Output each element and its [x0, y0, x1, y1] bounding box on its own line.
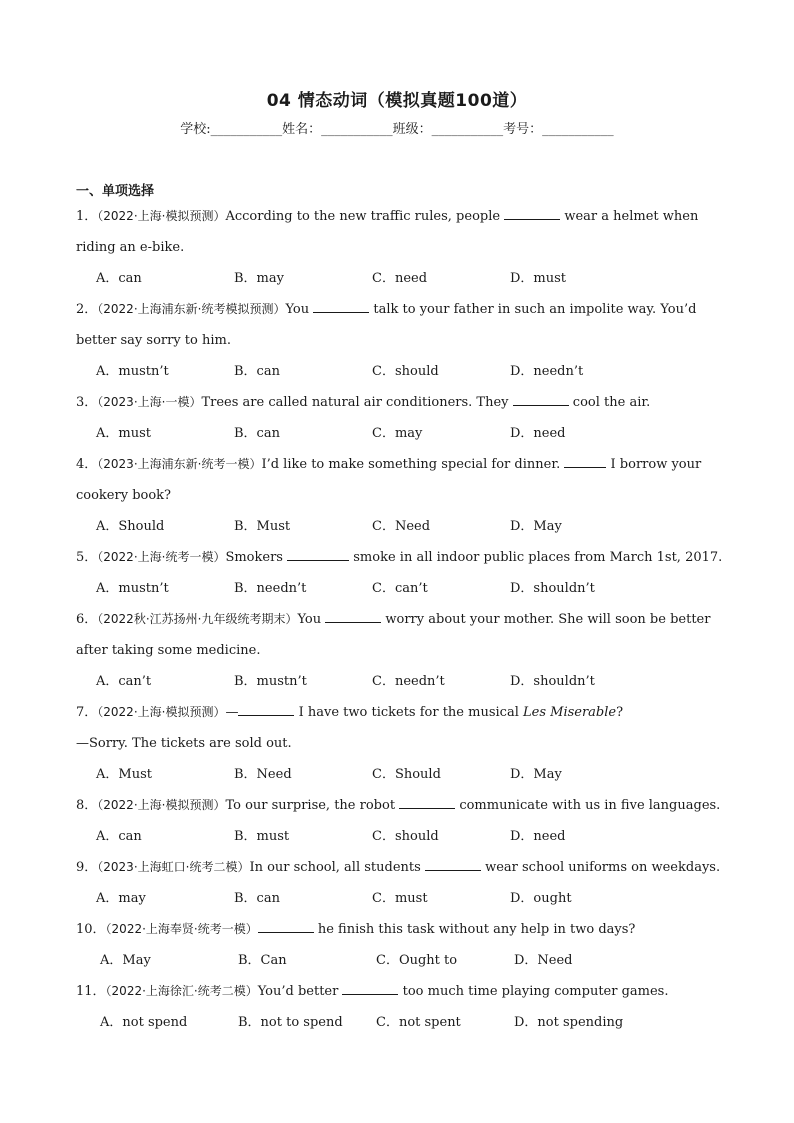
option-a[interactable]: A．can’t	[96, 674, 152, 689]
option-d[interactable]: D．needn’t	[510, 364, 584, 379]
option-c[interactable]: C．can’t	[372, 581, 428, 596]
option-c[interactable]: C．needn’t	[372, 674, 445, 689]
option-c[interactable]: C．Ought to	[376, 953, 458, 968]
options-row	[76, 263, 726, 294]
question-stem	[76, 914, 726, 945]
question-7	[76, 697, 726, 790]
question-number: 1．	[76, 209, 98, 224]
question-5	[76, 542, 726, 604]
question-1	[76, 201, 726, 294]
question-6	[76, 604, 726, 697]
question-number: 9．	[76, 860, 98, 875]
answer-blank	[238, 701, 294, 716]
question-source: （2022·上海·统考一模）	[97, 550, 226, 564]
question-number: 4．	[76, 457, 98, 472]
option-d[interactable]: D．need	[510, 829, 566, 844]
question-9	[76, 852, 726, 914]
option-b[interactable]: B．must	[234, 829, 290, 844]
options-row	[76, 666, 726, 697]
answer-blank	[313, 298, 369, 313]
question-text: You’d better	[257, 984, 339, 999]
question-text: To our surprise, the robot	[225, 798, 396, 813]
question-source: （2023·上海虹口·统考二模）	[97, 860, 250, 874]
question-source: （2022·上海·模拟预测）	[97, 209, 226, 223]
option-a[interactable]: A．can	[96, 829, 142, 844]
question-stem	[76, 449, 726, 511]
option-a[interactable]: A．Must	[96, 767, 152, 782]
question-text: You	[297, 612, 322, 627]
option-d[interactable]: D．ought	[510, 891, 572, 906]
question-text: According to the new traffic rules, people	[225, 209, 501, 224]
option-a[interactable]: A．mustn’t	[96, 364, 169, 379]
option-c[interactable]: C．must	[372, 891, 428, 906]
option-b[interactable]: B．may	[234, 271, 284, 286]
option-b[interactable]: B．can	[234, 364, 280, 379]
question-stem	[76, 790, 726, 821]
section-title: 一、单项选择	[76, 184, 155, 199]
option-d[interactable]: D．must	[510, 271, 567, 286]
question-8	[76, 790, 726, 852]
question-source: （2022·上海徐汇·统考二模）	[105, 984, 258, 998]
option-c[interactable]: C．should	[372, 364, 439, 379]
option-a[interactable]: A．Should	[96, 519, 165, 534]
answer-blank	[564, 453, 606, 468]
question-number: 2．	[76, 302, 98, 317]
question-text: talk to your father in such an impolite way. You’d better say sorry to him.	[76, 302, 697, 348]
question-text: cool the air.	[572, 395, 651, 410]
student-info-line: 学校:___________姓名：___________班级：___________考号：___________	[180, 122, 614, 137]
option-b[interactable]: B．Need	[234, 767, 292, 782]
option-a[interactable]: A．not spend	[100, 1015, 188, 1030]
question-number: 10．	[76, 922, 106, 937]
question-number: 11．	[76, 984, 106, 999]
option-b[interactable]: B．needn’t	[234, 581, 307, 596]
option-d[interactable]: D．not spending	[514, 1015, 624, 1030]
options-row	[76, 821, 726, 852]
options-row	[76, 883, 726, 914]
option-a[interactable]: A．must	[96, 426, 151, 441]
page-title: 04 情态动词（模拟真题100道）	[266, 91, 528, 111]
response-line: —Sorry. The tickets are sold out.	[76, 736, 292, 751]
question-3	[76, 387, 726, 449]
question-text: too much time playing computer games.	[402, 984, 669, 999]
option-c[interactable]: C．may	[372, 426, 423, 441]
question-number: 6．	[76, 612, 98, 627]
option-b[interactable]: B．not to spend	[238, 1015, 343, 1030]
question-source: （2022·上海奉贤·统考一模）	[105, 922, 258, 936]
question-text: he finish this task without any help in two days?	[317, 922, 636, 937]
question-text: smoke in all indoor public places from March 1st, 2017.	[353, 550, 723, 565]
options-row	[76, 356, 726, 387]
musical-title: Les Miserable	[523, 705, 617, 720]
question-11	[76, 976, 726, 1038]
option-b[interactable]: B．can	[234, 891, 280, 906]
option-d[interactable]: D．shouldn’t	[510, 674, 595, 689]
question-stem	[76, 387, 726, 418]
question-text: worry about your mother. She will soon be better after taking some medicine.	[76, 612, 711, 658]
option-c[interactable]: C．Should	[372, 767, 441, 782]
option-a[interactable]: A．May	[100, 953, 151, 968]
option-b[interactable]: B．Must	[234, 519, 291, 534]
option-d[interactable]: D．May	[510, 767, 562, 782]
question-text: Smokers	[225, 550, 283, 565]
question-stem	[76, 294, 726, 356]
question-text: —	[225, 705, 239, 720]
question-source: （2022·上海·模拟预测）	[97, 705, 226, 719]
question-stem	[76, 201, 726, 263]
option-b[interactable]: B．mustn’t	[234, 674, 307, 689]
option-b[interactable]: B．can	[234, 426, 280, 441]
answer-blank	[342, 980, 398, 995]
options-row	[76, 418, 726, 449]
question-2	[76, 294, 726, 387]
question-source: （2023·上海·一模）	[97, 395, 202, 409]
question-text: You	[285, 302, 310, 317]
option-d[interactable]: D．Need	[514, 953, 573, 968]
question-text: wear school uniforms on weekdays.	[485, 860, 721, 875]
question-number: 3．	[76, 395, 98, 410]
question-number: 7．	[76, 705, 98, 720]
question-stem	[76, 976, 726, 1007]
question-4	[76, 449, 726, 542]
options-row	[76, 511, 726, 542]
question-text: I’d like to make something special for dinner.	[261, 457, 561, 472]
options-row	[76, 759, 726, 790]
question-number: 8．	[76, 798, 98, 813]
question-text: I borrow your cookery book?	[76, 457, 702, 503]
question-stem	[76, 852, 726, 883]
option-d[interactable]: D．shouldn’t	[510, 581, 595, 596]
question-source: （2023·上海浦东新·统考一模）	[97, 457, 262, 471]
question-text: communicate with us in five languages.	[459, 798, 721, 813]
question-text: In our school, all students	[249, 860, 421, 875]
question-stem	[76, 604, 726, 666]
question-source: （2022·上海·模拟预测）	[97, 798, 226, 812]
question-list	[76, 201, 726, 1038]
option-a[interactable]: A．may	[96, 891, 146, 906]
answer-blank	[425, 856, 481, 871]
options-row	[76, 573, 726, 604]
options-row	[76, 945, 726, 976]
option-c[interactable]: C．need	[372, 271, 428, 286]
option-c[interactable]: C．Need	[372, 519, 431, 534]
option-a[interactable]: A．mustn’t	[96, 581, 169, 596]
options-row	[76, 1007, 726, 1038]
answer-blank	[325, 608, 381, 623]
answer-blank	[504, 205, 560, 220]
answer-blank	[513, 391, 569, 406]
question-10	[76, 914, 726, 976]
question-mark: ?	[616, 705, 624, 720]
option-c[interactable]: C．not spent	[376, 1015, 461, 1030]
option-d[interactable]: D．need	[510, 426, 566, 441]
option-c[interactable]: C．should	[372, 829, 439, 844]
question-stem	[76, 697, 726, 728]
answer-blank	[258, 918, 314, 933]
answer-blank	[287, 546, 349, 561]
option-a[interactable]: A．can	[96, 271, 142, 286]
option-d[interactable]: D．May	[510, 519, 562, 534]
question-text: Trees are called natural air conditioners. They	[201, 395, 509, 410]
question-source: （2022秋·江苏扬州·九年级统考期末）	[97, 612, 298, 626]
question-text: wear a helmet when riding an e-bike.	[76, 209, 699, 255]
question-source: （2022·上海浦东新·统考模拟预测）	[97, 302, 286, 316]
option-b[interactable]: B．Can	[238, 953, 287, 968]
question-text: I have two tickets for the musical	[298, 705, 519, 720]
question-number: 5．	[76, 550, 98, 565]
answer-blank	[399, 794, 455, 809]
question-stem	[76, 542, 726, 573]
